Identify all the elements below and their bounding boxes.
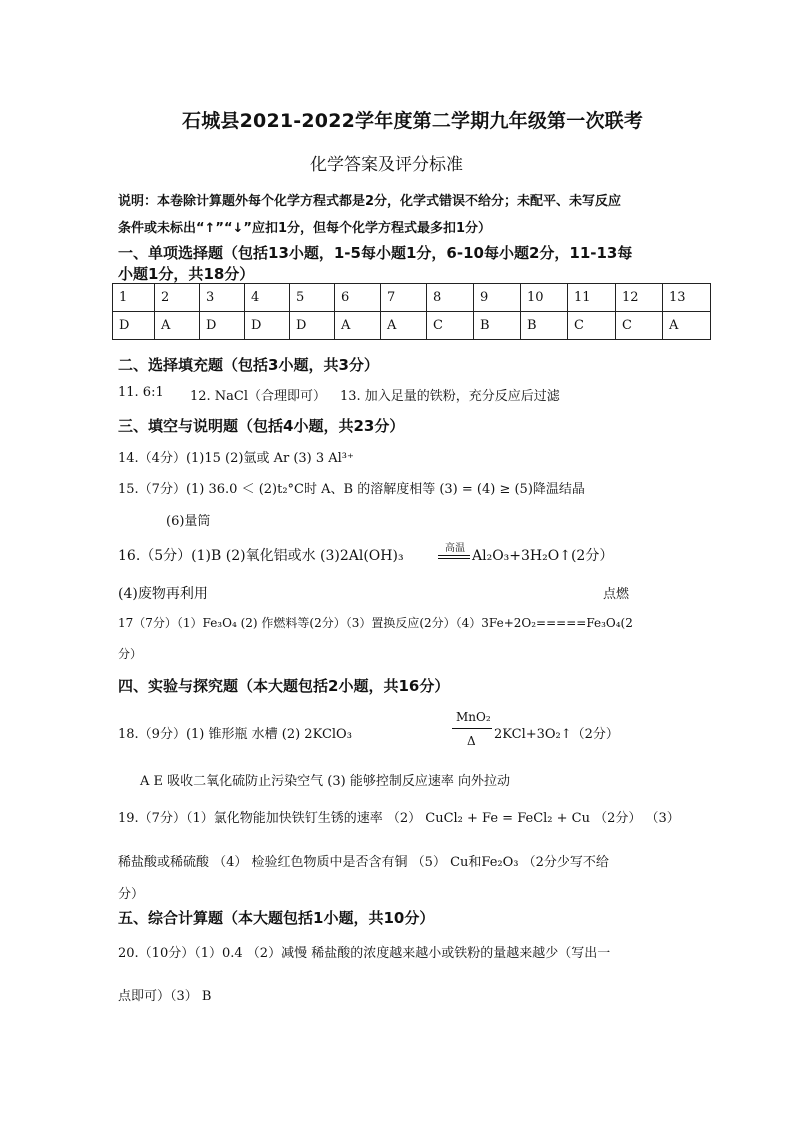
answer-q19-line1: 19.（7分）（1）氯化物能加快铁钉生锈的速率 （2） CuCl₂ + Fe = FeCl₂ + Cu （2分） （3）: [118, 811, 680, 826]
table-cell: A: [663, 312, 711, 340]
table-cell: 4: [245, 284, 290, 312]
table-cell: C: [427, 312, 474, 340]
section1-heading-line1: 一、单项选择题（包括13小题，1-5每小题1分，6-10每小题2分，11-13每: [118, 244, 633, 262]
answer-q16-part1: 16.（5分）(1)B (2)氧化铝或水 (3)2Al(OH)₃: [118, 548, 404, 564]
table-cell: D: [245, 312, 290, 340]
table-cell: B: [474, 312, 521, 340]
table-cell: A: [381, 312, 427, 340]
answer-q15-line1: 15.（7分）(1) 36.0 ＜ (2)t₂°C时 A、B 的溶解度相等 (3) = (4) ≥ (5)降温结晶: [118, 482, 585, 497]
answer-q19-line2: 稀盐酸或稀硫酸 （4） 检验红色物质中是否含有铜 （5） Cu和Fe₂O₃ （2分少写不给: [118, 855, 609, 870]
answer-q18-part2: 2KCl+3O₂↑（2分）: [494, 727, 619, 742]
table-cell: 10: [521, 284, 568, 312]
table-cell: 8: [427, 284, 474, 312]
table-cell: D: [113, 312, 155, 340]
answer-q17-line2: 分）: [118, 647, 143, 661]
answer-q18-line2: A E 吸收二氧化硫防止污染空气 (3) 能够控制反应速率 向外拉动: [140, 774, 510, 789]
answer-q19-line3: 分）: [118, 887, 145, 902]
table-cell: 12: [616, 284, 663, 312]
answer-q20-line2: 点即可）（3） B: [118, 989, 212, 1004]
answer-q12: 12. NaCl（合理即可）: [190, 389, 327, 404]
table-cell: 2: [155, 284, 200, 312]
table-cell: 11: [568, 284, 616, 312]
answer-q16-part2: Al₂O₃+3H₂O↑(2分）: [472, 548, 614, 564]
answer-q18-part1: 18.（9分）(1) 锥形瓶 水槽 (2) 2KClO₃: [118, 727, 352, 742]
q18-heat-label: Δ: [467, 734, 476, 748]
page-subtitle: 化学答案及评分标准: [310, 155, 463, 175]
q16-condition-label: 高温: [445, 543, 465, 554]
table-row-answers: [113, 312, 711, 340]
table-cell: 9: [474, 284, 521, 312]
scoring-note-line2: 条件或未标出“↑”“↓”应扣1分，但每个化学方程式最多扣1分）: [118, 221, 492, 236]
answer-q16-line2: (4)废物再利用: [118, 586, 208, 602]
table-cell: 6: [335, 284, 381, 312]
table-cell: 5: [290, 284, 335, 312]
table-row-numbers: [113, 284, 711, 312]
table-cell: D: [290, 312, 335, 340]
table-cell: C: [616, 312, 663, 340]
table-cell: A: [335, 312, 381, 340]
table-cell: C: [568, 312, 616, 340]
answer-q13: 13. 加入足量的铁粉，充分反应后过滤: [340, 389, 560, 404]
q17-condition-label: 点燃: [603, 587, 630, 602]
table-cell: 7: [381, 284, 427, 312]
table-cell: D: [200, 312, 245, 340]
answer-q11: 11. 6:1: [118, 385, 164, 400]
answer-q14: 14.（4分）(1)15 (2)氩或 Ar (3) 3 Al³⁺: [118, 451, 354, 466]
page-title: 石城县2021-2022学年度第二学期九年级第一次联考: [182, 110, 644, 132]
section3-heading: 三、填空与说明题（包括4小题，共23分）: [118, 417, 405, 435]
section1-heading-line2: 小题1分，共18分）: [118, 265, 255, 283]
table-cell: 13: [663, 284, 711, 312]
q18-catalyst-label: MnO₂: [456, 710, 491, 724]
scoring-note-line1: 说明：本卷除计算题外每个化学方程式都是2分，化学式错误不给分；未配平、未写反应: [118, 194, 622, 209]
answer-table: [112, 283, 711, 340]
answer-q17-line1: 17（7分）（1）Fe₃O₄ (2) 作燃料等(2分）（3）置换反应(2分）（4）3Fe+2O₂=====Fe₃O₄(2: [118, 616, 633, 630]
section4-heading: 四、实验与探究题（本大题包括2小题，共16分）: [118, 677, 450, 695]
table-cell: 3: [200, 284, 245, 312]
answer-q15-line2: (6)量筒: [166, 514, 211, 529]
section5-heading: 五、综合计算题（本大题包括1小题，共10分）: [118, 909, 435, 927]
table-cell: A: [155, 312, 200, 340]
table-cell: 1: [113, 284, 155, 312]
q16-equals-sign: [438, 555, 470, 559]
q18-equals-sign: [452, 728, 492, 729]
answer-q20-line1: 20.（10分）（1）0.4 （2）减慢 稀盐酸的浓度越来越小或铁粉的量越来越少（写出一: [118, 946, 611, 961]
table-cell: B: [521, 312, 568, 340]
section2-heading: 二、选择填充题（包括3小题，共3分）: [118, 356, 379, 374]
